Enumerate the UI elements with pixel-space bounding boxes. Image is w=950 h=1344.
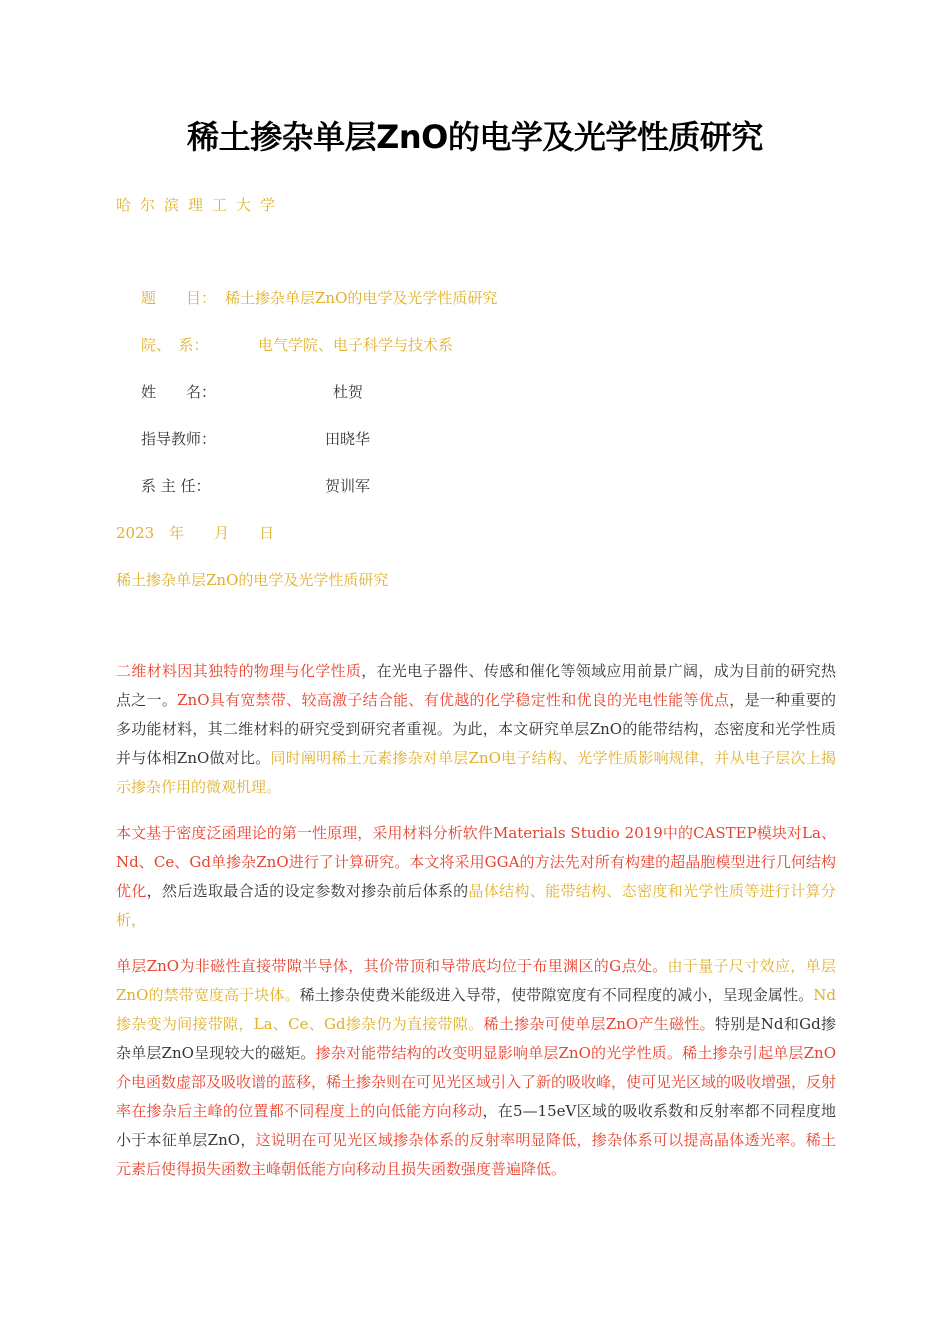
- topic-value: 稀土掺杂单层ZnO的电学及光学性质研究: [225, 289, 498, 307]
- university-name: 哈尔滨理工大学: [116, 196, 285, 214]
- text-run: ，是一种重要的多功能材料，其二维材料的研究受到研究者重视。为此，本文研究单层ZnO的能带结构，态密度和光学性质并与体相ZnO做对比。: [116, 691, 836, 767]
- text-run: 本文基于密度泛函理论的第一性原理，采用材料分析软件Materials Studio 2019中的CASTEP模块对La、Nd、Ce、Gd单掺杂ZnO进行了计算研究。本文将采用GGA的方法先对所有构建的超晶胞模型进行几何结构优化: [116, 824, 836, 900]
- abstract-paragraph-1: [116, 657, 836, 802]
- document-subtitle: 稀土掺杂单层ZnO的电学及光学性质研究: [116, 571, 389, 589]
- document-title: 稀土掺杂单层ZnO的电学及光学性质研究: [187, 118, 763, 156]
- abstract-paragraph-2: [116, 819, 836, 935]
- advisor-value: 田晓华: [325, 430, 371, 448]
- text-run: Nd掺杂变为间接带隙，La、Ce、Gd掺杂仍为直接带隙。: [116, 986, 836, 1033]
- student-name-value: 杜贺: [333, 383, 364, 401]
- department-head-value: 贺训军: [325, 477, 371, 495]
- date-line: 2023 年 月 日: [116, 524, 275, 542]
- topic-label: 题 目：: [141, 289, 217, 307]
- text-run: 晶体结构、能带结构、态密度和光学性质等进行计算分析，: [116, 882, 836, 929]
- department-value: 电气学院、电子科学与技术系: [258, 336, 454, 354]
- text-run: 这说明在可见光区域掺杂体系的反射率明显降低，掺杂体系可以提高晶体透光率。稀土元素后使得损失函数主峰朝低能方向移动且损失函数强度普遍降低。: [116, 1131, 836, 1178]
- text-run: 二维材料因其独特的物理与化学性质: [116, 662, 362, 680]
- text-run: ZnO具有宽禁带、较高激子结合能、有优越的化学稳定性和优良的光电性能等优点: [177, 691, 730, 709]
- text-run: 稀土掺杂使费米能级进入导带，使带隙宽度有不同程度的减小，呈现金属性。: [299, 986, 814, 1004]
- department-label: 院、 系：: [141, 336, 209, 354]
- text-run: 稀土掺杂可使单层ZnO产生磁性。: [483, 1015, 715, 1033]
- abstract-paragraph-3: [116, 952, 836, 1184]
- text-run: ，然后选取最合适的设定参数对掺杂前后体系的: [146, 882, 469, 900]
- text-run: ，在光电子器件、传感和催化等领域应用前景广阔，成为目前的研究热点之一。: [116, 662, 836, 709]
- text-run: 特别是Nd和Gd掺杂单层ZnO呈现较大的磁矩。: [116, 1015, 836, 1062]
- department-head-label: 系 主 任：: [141, 477, 211, 495]
- text-run: 单层ZnO为非磁性直接带隙半导体，其价带顶和导带底均位于布里渊区的G点处。: [116, 957, 668, 975]
- student-name-label: 姓 名：: [141, 383, 217, 401]
- text-run: 掺杂对能带结构的改变明显影响单层ZnO的光学性质。稀土掺杂引起单层ZnO介电函数虚部及吸收谱的蓝移，稀土掺杂则在可见光区域引入了新的吸收峰，使可见光区域的吸收增强，反射率在掺杂后主峰的位置都不同程度上的向低能方向移动: [116, 1044, 837, 1120]
- advisor-label: 指导教师：: [141, 430, 217, 448]
- text-run: 同时阐明稀土元素掺杂对单层ZnO电子结构、光学性质影响规律，并从电子层次上揭示掺杂作用的微观机理。: [116, 749, 836, 796]
- text-run: ，在5—15eV区域的吸收系数和反射率都不同程度地小于本征单层ZnO，: [116, 1102, 836, 1149]
- text-run: 由于量子尺寸效应，单层ZnO的禁带宽度高于块体。: [116, 957, 836, 1004]
